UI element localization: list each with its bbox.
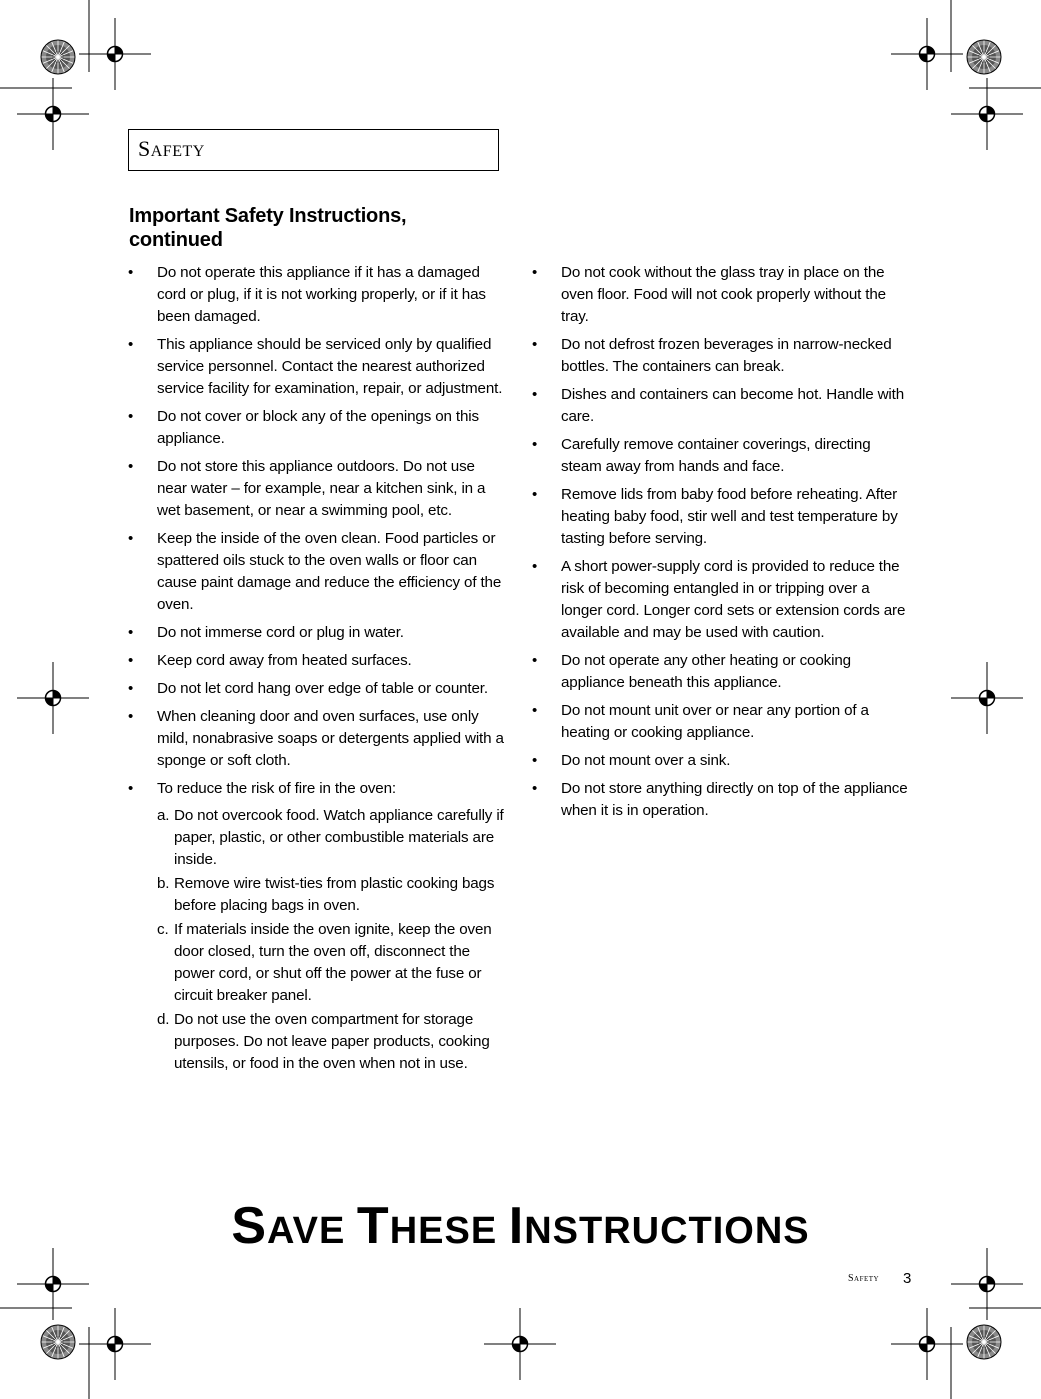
banner-initial: T [356,1197,390,1255]
list-item: • Do not store anything directly on top of the appliance when it is in operation. [532,778,910,822]
list-item-text: To reduce the risk of fire in the oven: [157,780,396,797]
left-bullet-list [128,262,506,1075]
fire-subitem-list [157,805,506,1075]
page-heading: Important Safety Instructions, continued [129,205,407,251]
list-item: • Keep the inside of the oven clean. Food particles or spattered oils stuck to the oven walls or floor can cause paint damage and reduce the efficiency of the oven. [128,528,506,616]
save-instructions-banner [0,1196,1041,1256]
banner-initial: I [508,1197,525,1255]
sub-item-text: Do not use the oven compartment for storage purposes. Do not leave paper products, cooking utensils, or food in the oven when not in use. [174,1011,490,1072]
sub-item-letter: d. [157,1011,170,1028]
sub-item-text: Do not overcook food. Watch appliance carefully if paper, plastic, or other combustible materials are inside. [174,807,504,868]
sub-item [157,805,506,871]
list-item: • Do not mount over a sink. [532,750,910,772]
sub-item-letter: c. [157,921,169,938]
sub-item-letter: a. [157,807,170,824]
banner-word: NSTRUCTIONS [524,1210,810,1252]
list-item: • Do not cover or block any of the openings on this appliance. [128,406,506,450]
banner-word: HESE [389,1210,498,1252]
list-item: • Do not cook without the glass tray in place on the oven floor. Food will not cook properly without the tray. [532,262,910,328]
left-column [128,262,506,1081]
sub-item-text: If materials inside the oven ignite, keep the oven door closed, turn the oven off, disconnect the power cord, or shut off the power at the fuse or circuit breaker panel. [174,921,492,1004]
list-item: • Carefully remove container coverings, directing steam away from hands and face. [532,434,910,478]
banner-word: AVE [267,1210,346,1252]
section-header-box [128,129,499,171]
list-item: • Do not store this appliance outdoors. Do not use near water – for example, near a kitchen sink, in a wet basement, or near a swimming pool, etc. [128,456,506,522]
sub-item [157,1009,506,1075]
sub-item-letter: b. [157,875,170,892]
list-item: • Do not mount unit over or near any portion of a heating or cooking appliance. [532,700,910,744]
sub-item [157,873,506,917]
footer-section-label: Safety [848,1273,880,1284]
banner-initial: S [231,1197,268,1255]
list-item: • Do not immerse cord or plug in water. [128,622,506,644]
right-bullet-list [532,262,910,822]
sub-item [157,919,506,1007]
list-item: • Do not operate any other heating or cooking appliance beneath this appliance. [532,650,910,694]
list-item: • When cleaning door and oven surfaces, use only mild, nonabrasive soaps or detergents applied with a sponge or soft cloth. [128,706,506,772]
list-item: • Dishes and containers can become hot. Handle with care. [532,384,910,428]
page-number: 3 [903,1270,912,1287]
list-item: • Do not defrost frozen beverages in narrow-necked bottles. The containers can break. [532,334,910,378]
list-item: • Do not operate this appliance if it has a damaged cord or plug, if it is not working properly, or if it has been damaged. [128,262,506,328]
list-item: • Do not let cord hang over edge of table or counter. [128,678,506,700]
list-item: • Keep cord away from heated surfaces. [128,650,506,672]
section-header-rest: AFETY [150,143,205,160]
list-item: • A short power-supply cord is provided to reduce the risk of becoming entangled in or tripping over a longer cord. Longer cord sets or extension cords are available and may be used with caution. [532,556,910,644]
section-header-initial: S [138,136,151,161]
right-column [532,262,910,828]
list-item-fire-risk [128,778,506,1075]
list-item: • Remove lids from baby food before reheating. After heating baby food, stir well and test temperature by tasting before serving. [532,484,910,550]
sub-item-text: Remove wire twist-ties from plastic cooking bags before placing bags in oven. [174,875,495,914]
list-item: • This appliance should be serviced only by qualified service personnel. Contact the nearest authorized service facility for examination, repair, or adjustment. [128,334,506,400]
